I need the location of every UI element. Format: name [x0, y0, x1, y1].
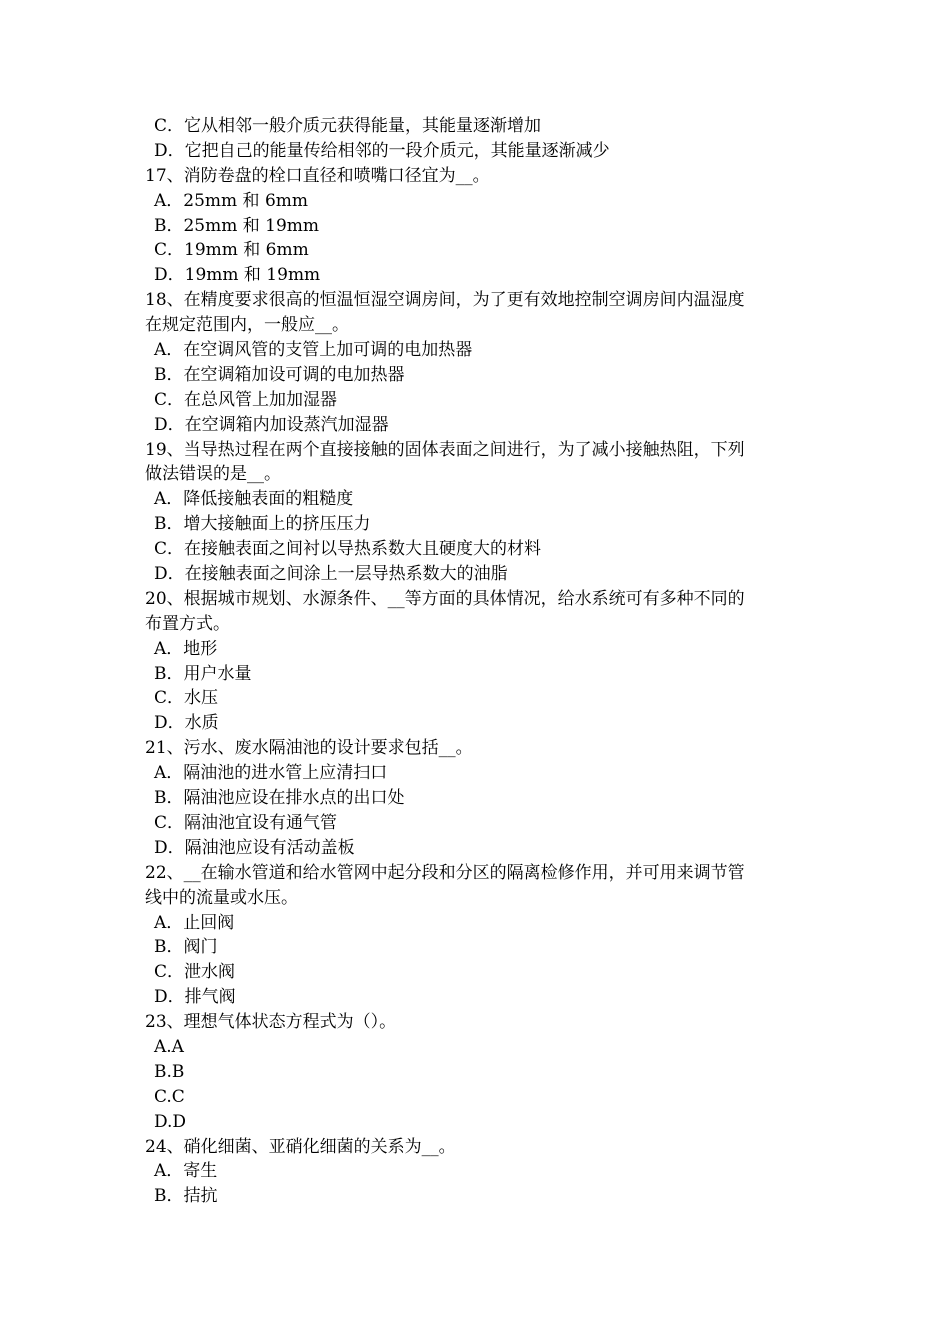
answer-option: A．寄生 [154, 1161, 218, 1182]
answer-option: C．在接触表面之间衬以导热系数大且硬度大的材料 [154, 539, 542, 560]
answer-option: D.D [154, 1111, 187, 1132]
answer-option: A．地形 [154, 638, 218, 659]
question-stem: 在规定范围内，一般应__。 [145, 315, 349, 336]
answer-option: D．在接触表面之间涂上一层导热系数大的油脂 [154, 564, 508, 585]
question-stem: 20、根据城市规划、水源条件、__等方面的具体情况，给水系统可有多种不同的 [145, 588, 745, 609]
question-stem: 线中的流量或水压。 [145, 887, 298, 908]
answer-option: A．在空调风管的支管上加可调的电加热器 [154, 340, 473, 361]
answer-option: D．它把自己的能量传给相邻的一段介质元，其能量逐渐减少 [154, 140, 610, 161]
answer-option: B．用户水量 [154, 663, 252, 684]
question-stem: 22、__在输水管道和给水管网中起分段和分区的隔离检修作用，并可用来调节管 [145, 862, 745, 883]
question-stem: 18、在精度要求很高的恒温恒湿空调房间，为了更有效地控制空调房间内温湿度 [145, 290, 745, 311]
question-stem: 24、硝化细菌、亚硝化细菌的关系为__。 [145, 1136, 456, 1157]
answer-option: A．25mm 和 6mm [154, 190, 309, 211]
answer-option: C．隔油池宜设有通气管 [154, 812, 338, 833]
answer-option: B．25mm 和 19mm [154, 215, 320, 236]
answer-option: C．在总风管上加加湿器 [154, 389, 338, 410]
answer-option: C．泄水阀 [154, 962, 236, 983]
answer-option: A．止回阀 [154, 912, 235, 933]
question-stem: 19、当导热过程在两个直接接触的固体表面之间进行，为了减小接触热阻，下列 [145, 439, 745, 460]
answer-option: C．19mm 和 6mm [154, 240, 309, 261]
answer-option: C.C [154, 1086, 185, 1107]
question-stem: 21、污水、废水隔油池的设计要求包括__。 [145, 738, 473, 759]
question-stem: 17、消防卷盘的栓口直径和喷嘴口径宜为__。 [145, 165, 490, 186]
answer-option: B.B [154, 1061, 185, 1082]
answer-option: B．增大接触面上的挤压压力 [154, 514, 371, 535]
answer-option: D．在空调箱内加设蒸汽加湿器 [154, 414, 389, 435]
answer-option: D．隔油池应设有活动盖板 [154, 837, 355, 858]
answer-option: A．隔油池的进水管上应清扫口 [154, 763, 388, 784]
answer-option: B．隔油池应设在排水点的出口处 [154, 788, 405, 809]
answer-option: B．拮抗 [154, 1186, 218, 1207]
question-stem: 布置方式。 [145, 613, 230, 634]
answer-option: B．在空调箱加设可调的电加热器 [154, 364, 405, 385]
question-stem: 23、理想气体状态方程式为（）。 [145, 1012, 397, 1033]
answer-option: B．阀门 [154, 937, 218, 958]
answer-option: D．19mm 和 19mm [154, 265, 321, 286]
question-list [145, 114, 815, 1209]
answer-option: C．它从相邻一般介质元获得能量，其能量逐渐增加 [154, 116, 542, 136]
answer-option: D．水质 [154, 713, 219, 734]
answer-option: D．排气阀 [154, 987, 236, 1008]
answer-option: C．水压 [154, 688, 219, 709]
answer-option: A．降低接触表面的粗糙度 [154, 489, 354, 510]
question-stem: 做法错误的是__。 [145, 464, 281, 485]
answer-option: A.A [154, 1036, 184, 1057]
